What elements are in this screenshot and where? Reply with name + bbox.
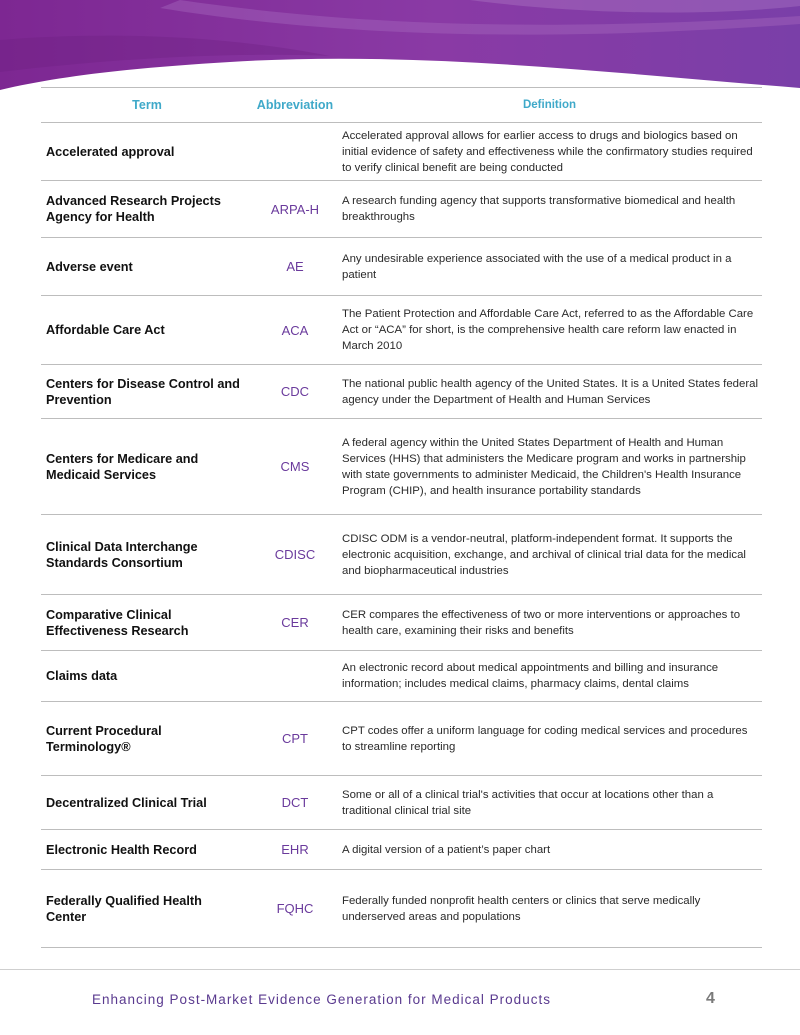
term-column-header: Term [41, 88, 253, 123]
term-cell: Centers for Medicare and Medicaid Services [41, 419, 253, 515]
definition-cell: Accelerated approval allows for earlier access to drugs and biologics based on initial evidence of safety and effectiveness while the confirmatory studies required to verify clinical benefit are being conducted [337, 123, 762, 181]
abbreviation-cell: CER [253, 595, 337, 651]
term-cell: Affordable Care Act [41, 296, 253, 365]
footer-divider [0, 969, 800, 970]
term-cell: Adverse event [41, 238, 253, 296]
abbreviation-cell: CDISC [253, 515, 337, 595]
definition-cell: CPT codes offer a uniform language for coding medical services and procedures to streamline reporting [337, 702, 762, 776]
definition-cell: CDISC ODM is a vendor-neutral, platform-independent format. It supports the electronic acquisition, exchange, and archival of clinical trial data for the medical and biopharmaceutical industries [337, 515, 762, 595]
term-cell: Centers for Disease Control and Prevention [41, 365, 253, 419]
table-row [41, 515, 762, 595]
table-row [41, 238, 762, 296]
table-row [41, 181, 762, 238]
term-cell: Electronic Health Record [41, 830, 253, 870]
table-row [41, 419, 762, 515]
term-cell: Advanced Research Projects Agency for Health [41, 181, 253, 238]
definition-cell: The national public health agency of the United States. It is a United States federal agency under the Department of Health and Human Services [337, 365, 762, 419]
term-cell: Claims data [41, 651, 253, 702]
definition-cell: CER compares the effectiveness of two or more interventions or approaches to health care, examining their risks and benefits [337, 595, 762, 651]
definition-cell: A federal agency within the United States Department of Health and Human Services (HHS) that administers the Medicare program and works in partnership with state governments to administer Medicaid, the Children's Health Insurance Program (CHIP), and health insurance portability standards [337, 419, 762, 515]
abbreviation-cell: DCT [253, 776, 337, 830]
table-row [41, 365, 762, 419]
definition-cell: A research funding agency that supports transformative biomedical and health breakthroughs [337, 181, 762, 238]
table-row [41, 702, 762, 776]
table-row [41, 123, 762, 181]
definition-column-header: Definition [337, 88, 762, 123]
glossary-header-row [41, 88, 762, 123]
term-cell: Federally Qualified Health Center [41, 870, 253, 948]
term-cell: Current Procedural Terminology® [41, 702, 253, 776]
abbreviation-cell: FQHC [253, 870, 337, 948]
term-cell: Accelerated approval [41, 123, 253, 181]
abbreviation-cell: AE [253, 238, 337, 296]
table-row [41, 651, 762, 702]
abbreviation-cell: ARPA-H [253, 181, 337, 238]
glossary-table [41, 87, 762, 948]
definition-cell: An electronic record about medical appointments and billing and insurance information; includes medical claims, pharmacy claims, dental claims [337, 651, 762, 702]
abbreviation-cell: ACA [253, 296, 337, 365]
term-cell: Decentralized Clinical Trial [41, 776, 253, 830]
definition-cell: The Patient Protection and Affordable Care Act, referred to as the Affordable Care Act or “ACA” for short, is the comprehensive health care reform law enacted in March 2010 [337, 296, 762, 365]
abbreviation-cell: EHR [253, 830, 337, 870]
table-row [41, 296, 762, 365]
abbreviation-cell [253, 651, 337, 702]
footer-document-title: Enhancing Post-Market Evidence Generation for Medical Products [92, 992, 551, 1007]
table-row [41, 776, 762, 830]
definition-cell: A digital version of a patient’s paper chart [337, 830, 762, 870]
table-row [41, 595, 762, 651]
definition-cell: Federally funded nonprofit health centers or clinics that serve medically underserved areas and populations [337, 870, 762, 948]
abbreviation-cell [253, 123, 337, 181]
term-cell: Comparative Clinical Effectiveness Research [41, 595, 253, 651]
abbreviation-cell: CDC [253, 365, 337, 419]
definition-cell: Any undesirable experience associated with the use of a medical product in a patient [337, 238, 762, 296]
header-wave-banner [0, 0, 800, 95]
table-row [41, 870, 762, 948]
definition-cell: Some or all of a clinical trial's activities that occur at locations other than a traditional clinical trial site [337, 776, 762, 830]
abbreviation-cell: CMS [253, 419, 337, 515]
term-cell: Clinical Data Interchange Standards Consortium [41, 515, 253, 595]
abbreviation-column-header: Abbreviation [253, 88, 337, 123]
page-number: 4 [706, 990, 715, 1007]
abbreviation-cell: CPT [253, 702, 337, 776]
table-row [41, 830, 762, 870]
